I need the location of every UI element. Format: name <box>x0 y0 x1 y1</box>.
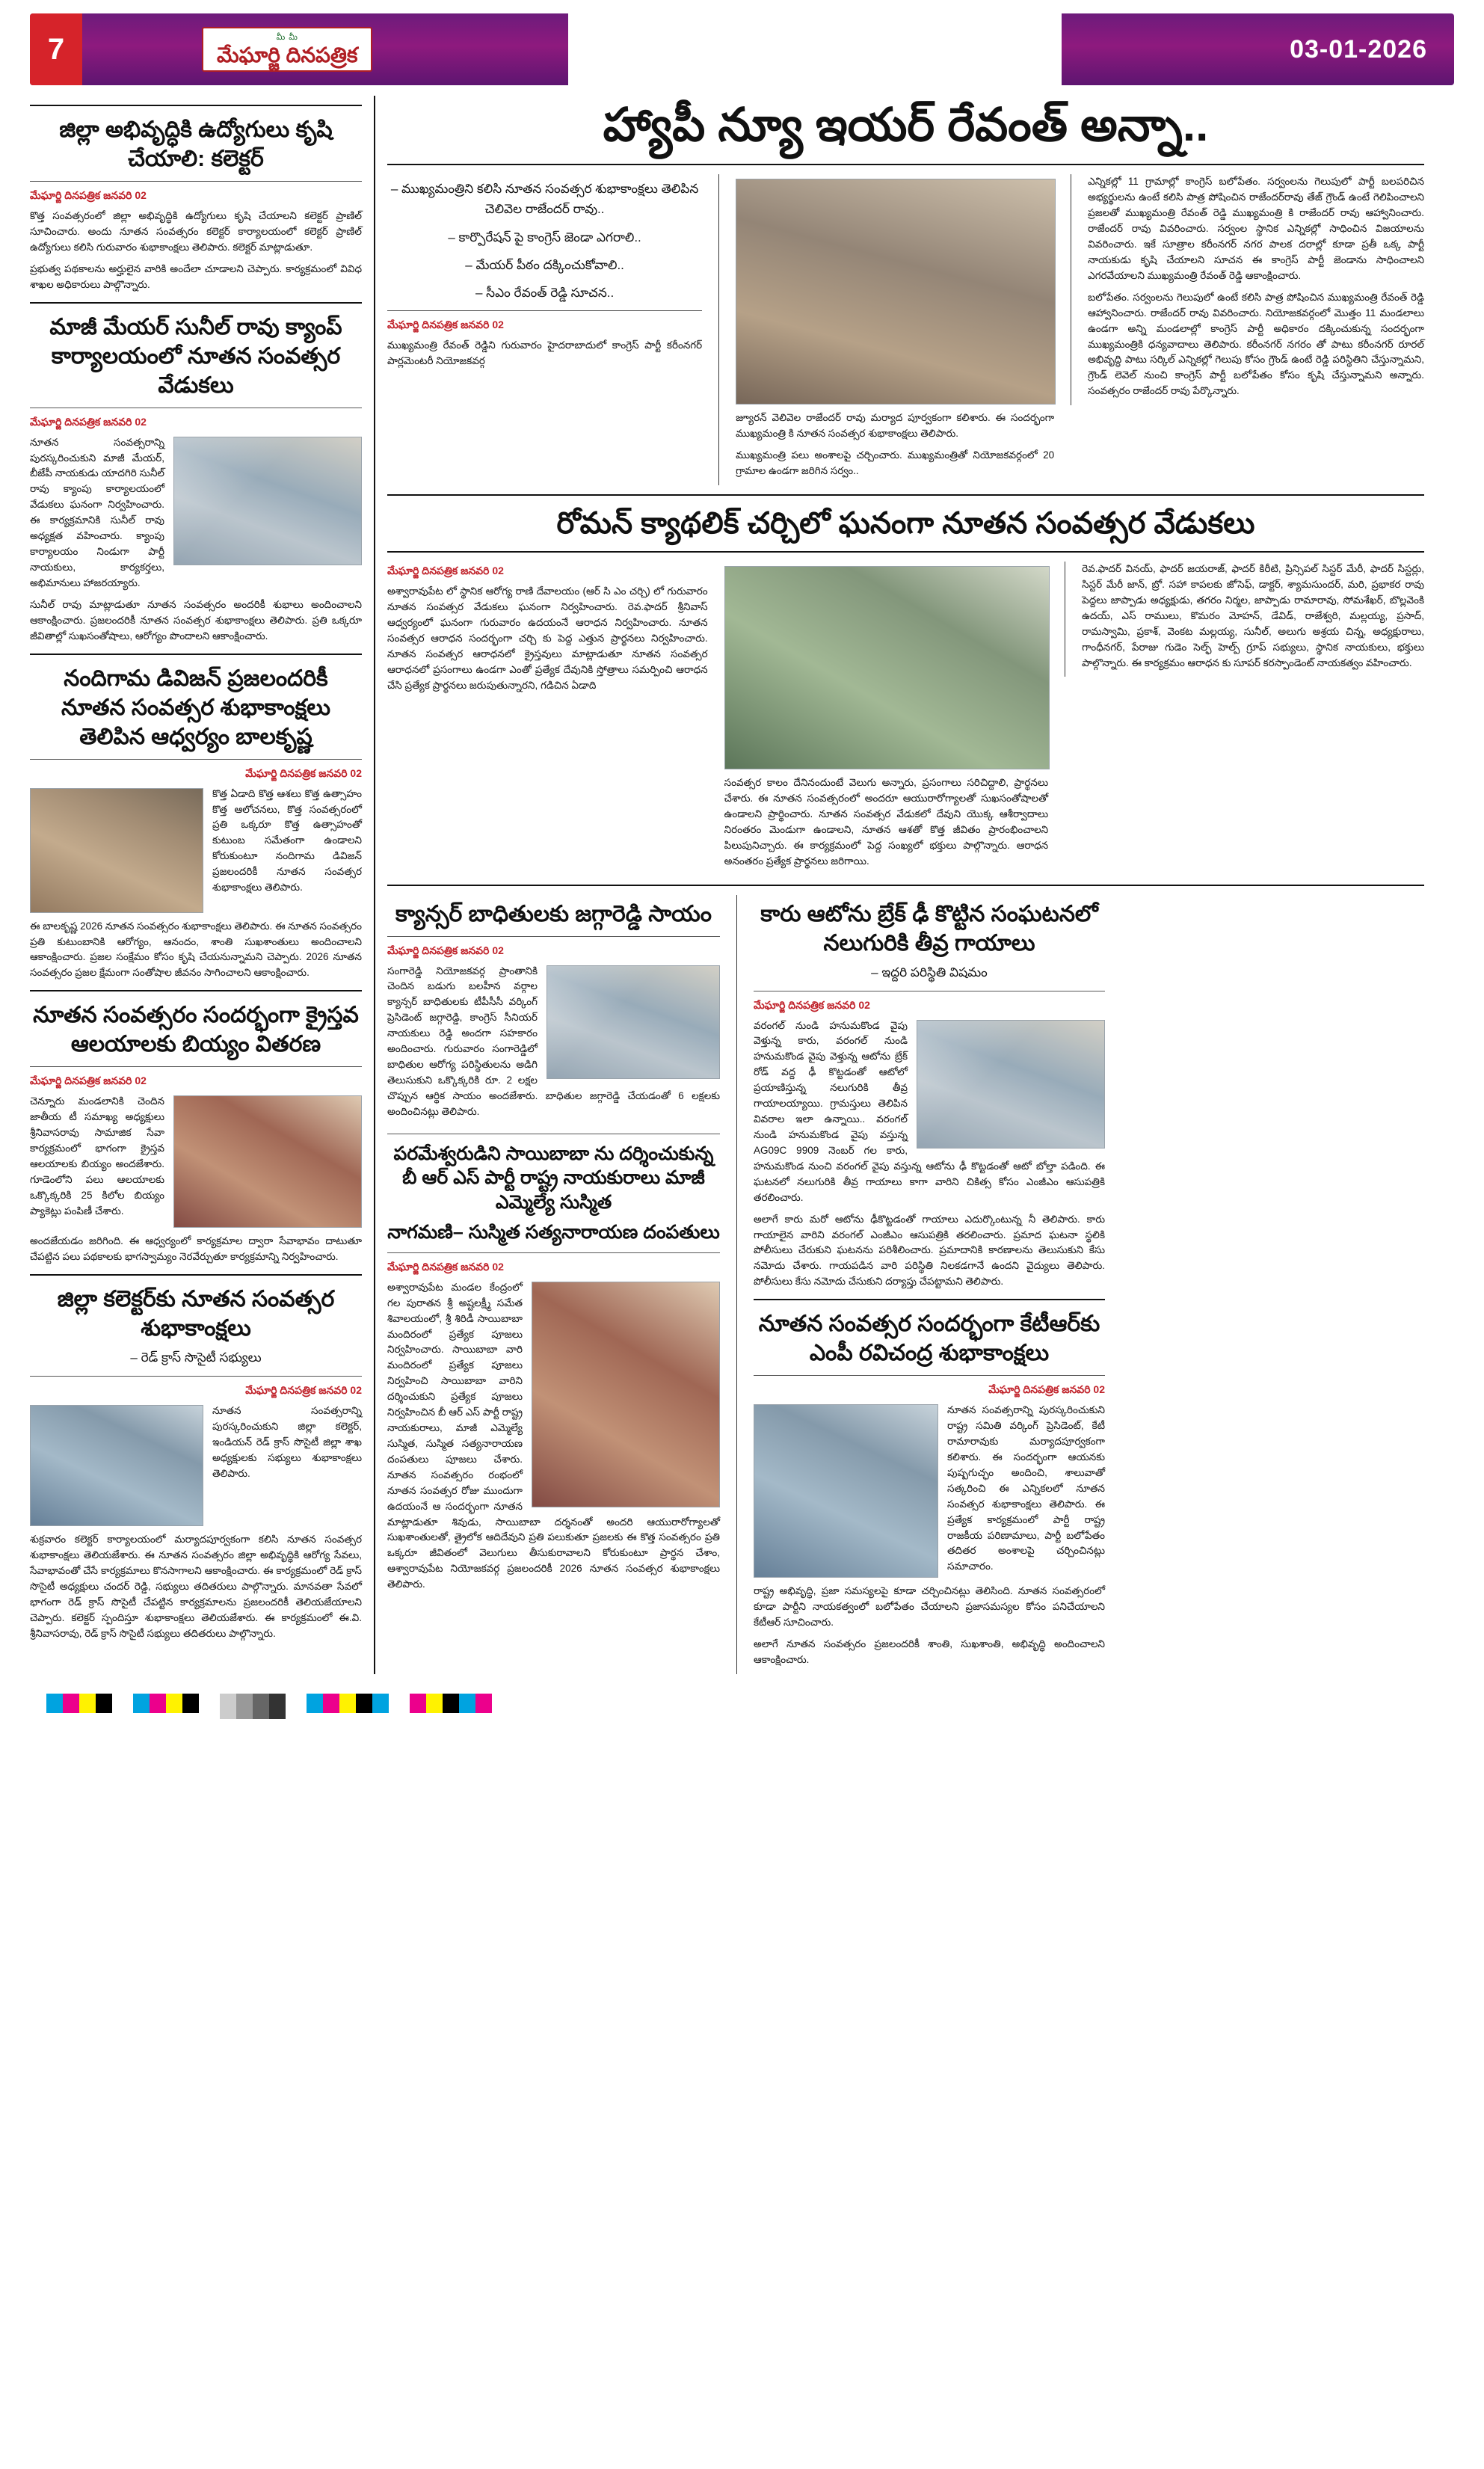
cancer-headline: క్యాన్సర్ బాధితులకు జగ్గారెడ్డి సాయం <box>395 901 712 926</box>
lead-photo-caption: జ్యూరన్ వెలివెల రాజేందర్ రావు మర్యాద పూర్వకంగా కలిశారు. ఈ సందర్భంగా ముఖ్యమంత్రి కి నూతన సంవత్సర శుభాకాంక్షలు తెలిపారు. <box>736 412 1055 440</box>
color-swatch <box>96 1694 112 1713</box>
divider <box>387 310 702 311</box>
color-swatch <box>253 1694 269 1719</box>
bottom-column-2 <box>736 895 1105 1674</box>
lead-bullet-2: – కార్పొరేషన్ పై కాంగ్రెస్ జెండా ఎగరాలి.. <box>448 230 641 245</box>
color-swatch <box>323 1694 339 1713</box>
color-swatch <box>182 1694 199 1713</box>
story-photo-mayor-camp <box>173 437 362 565</box>
color-swatch <box>150 1694 166 1713</box>
sai-subhead: నాగమణి– సుస్మిత సత్యనారాయణ దంపతులు <box>387 1222 720 1243</box>
lead-story-grid <box>387 174 1424 485</box>
divider <box>30 1376 362 1377</box>
story-headline-employees: జిల్లా అభివృద్ధికి ఉద్యోగులు కృషి చేయాలి: కలెక్టర్ <box>59 117 333 171</box>
divider <box>30 302 362 304</box>
color-calibration-bars <box>30 1694 1454 1719</box>
newspaper-logo <box>202 27 372 72</box>
lead-bullet-3: – మేయర్ పీఠం దక్కించుకోవాలి.. <box>465 257 624 272</box>
logo-top-text: మీ మీ <box>276 32 298 42</box>
ktr-paragraph-3: అలాగే నూతన సంవత్సరం ప్రజలందరికీ శాంతి, సుఖశాంతి, అభివృద్ధి అందించాలని ఆకాంక్షించారు. <box>754 1638 1105 1665</box>
lead-headline: హ్యాపీ న్యూ ఇయర్ రేవంత్ అన్నా.. <box>603 99 1209 151</box>
color-swatch <box>79 1694 96 1713</box>
sai-photo-temple-visit <box>532 1282 720 1507</box>
church-paragraph-2: సంవత్సర కాలం దేనినందుంటే వెలుగు అన్నారు, ప్రసంగాలు సరిచిద్దాలి, ప్రార్థనలు చేశారు. ఈ నూతన సంవత్సరంలో అందరూ ఆయురారోగ్యాలతో సుఖసంతోషాలతో ఉండాలని ప్రార్థించారు. నూతన సంవత్సర వేడుకలో దేవుని యొక్క ఆశీర్వాదాలు నిరంతరం మెండుగా ఉండాలని, నూతన ఆశతో కొత్త జీవితం ప్రారంభించాలని పిలుపునిచ్చారు. ఈ కార్యక్రమంలో పెద్ద సంఖ్యలో భక్తులు పాల్గొన్నారు. ఆరాధన అనంతరం ప్రత్యేక ప్రార్థనలు జరిగాయి. <box>724 776 1049 867</box>
colorbar-set-2 <box>133 1694 199 1713</box>
church-paragraph-3: రెవ.ఫాదర్ వినయ్, ఫాదర్ జయరాజ్, ఫాదర్ కిరీటి, ప్రిన్సిపల్ సిస్టర్ మేరీ, ఫాదర్ సిస్టర్లు, సిస్టర్ మేరీ జాన్, బ్రో. సహా కాపలకు జోసెఫ్, డాక్టర్, శ్యామసుందర్, మరి, ప్రభాకర రావు పెద్దలు జాప్పాడు అధ్యక్షుడు, తగరం నిర్మల, జాప్పాడు రామారావు, సోమశేఖర్, బొల్లవెంకి ఉదయ్, ఎస్ రాములు, కొమరం మోహన్, డేవిడ్, రాజేశ్వరి, మల్లయ్య, ప్రసాద్, రామస్వామి, ప్రకాశ్, వెంకట మల్లయ్య, సునీల్, అలుగు అశ్రయ చిన్న, అధ్యక్షురాలు, గాంధీనగర్, పేరాజు గుడెం సెల్ఫ్ హెల్ప్ గ్రూప్ సభ్యులు, స్థానిక నాయకులు, భక్తులు పాల్గొన్నారు. ఈ కార్యక్రమం ఆరాధన కు సూపర్ కరస్పాండెంట్ నాయకత్వం వహించారు. <box>1082 562 1424 668</box>
lead-photo-cm-meeting <box>736 179 1056 405</box>
divider <box>30 181 362 182</box>
ktr-photo-greetings <box>754 1404 938 1578</box>
color-swatch <box>220 1694 236 1719</box>
accident-paragraph-1: వరంగల్ నుండి హనుమకొండ వైపు వెళ్తున్న కారు, వరంగల్ నుండి హనుమకొండ వైపు వెళ్తున్న ఆటోను బ్రేక్ రోడ్ వద్ద ఢీ కొట్టడంతో ఆటోలో ప్రయాణిస్తున్న నలుగురికి తీవ్ర గాయాలయ్యాయి. గ్రామస్తులు తెలిపిన వివరాల ఇలా ఉన్నాయి.. వరంగల్ నుండి హనుమకొండ వైపు వస్తున్న AG09C 9909 నెంబర్ గల కారు, హనుమకొండ నుంచి వరంగల్ వైపు వస్తున్న ఆటోను ఢీ కొట్టడంతో ఆటో బోల్తా పడింది. ఈ ఘటనలో నలుగురికి తీవ్ర గాయాలు కాగా వారిని చికిత్స కోసం ఎంజీఎం ఆసుపత్రికి తరలించారు. <box>754 1019 1105 1203</box>
church-paragraph-1: అశ్వారావుపేట లో స్థానిక ఆరోగ్య రాణి దేవాలయం (ఆర్ సి ఎం చర్చి) లో గురువారం నూతన సంవత్సర వేడుకలు ఘనంగా నిర్వహించారు. రెవ.ఫాదర్ శ్రీనివాస్ ఆధ్వర్యంలో ఘనంగా గురువారం ఉదయంనే ఆరాధన నిర్వహించారు. నూతన సంవత్సర ఆరాధన సందర్భంగా చర్చి కు పెద్ద ఎత్తున ప్రార్థనలు నిర్వహించారు. నూతన సంవత్సర ఆరాధనలో క్రైస్తవులు మాట్లాడుతూ నూతన సంవత్సర ఆరాధనలో ప్రసంగాలు ఉండగా ఎంతో ప్రత్యేక దేవునికి స్తోత్రాలు సమర్పించి ఆరాధన చేసి ప్రత్యేక ప్రార్థనలు జరుపుతున్నారని, గడిచిన ఏడాది <box>387 585 708 691</box>
byline: మేఘార్జి దినపత్రిక జనవరి 02 <box>387 944 504 956</box>
story-paragraph: శుక్రవారం కలెక్టర్ కార్యాలయంలో మర్యాదపూర్వకంగా కలిసి నూతన సంవత్సర శుభాకాంక్షలు తెలియజేశారు. ఈ నూతన సంవత్సరం జిల్లా అభివృద్ధికి ఆరోగ్య సేవలు, సేవాభావంతో చేసే కార్యక్రమాలు కొనసాగాలని ఆకాంక్షించారు. ఈ కార్యక్రమంలో రెడ్ క్రాస్ సొసైటీ అధ్యక్షులు చందర్ రెడ్డి, సభ్యులు తదితరులు పాల్గొన్నారు. మానవతా సేవలో భాగంగా రెడ్ క్రాస్ సొసైటీ చేపట్టిన కార్యక్రమాలను ప్రజలందరికీ తెలియజేయాలని చెప్పారు. కలెక్టర్ స్పందిస్తూ శుభాకాంక్షలు తెలియజేశారు. ఈ కార్యక్రమంలో ఈ.వి. శ్రీనివాసరావు, రెడ్ క్రాస్ సొసైటీ సభ్యులు తదితరులు పాల్గొన్నారు. <box>30 1534 362 1639</box>
church-photo-congregation <box>724 566 1050 769</box>
page-number: 7 <box>30 13 82 85</box>
lead-paragraph-3: ఎన్నికల్లో 11 గ్రామాల్లో కాంగ్రెస్ బలోపేతం. సర్వంలను గెలుపులో పార్టీ బలపరిచిన అభ్యర్థులను ఉంటే కలిసి పాత్ర పోషించిన రాజేందర్‌రావు తేజ్ గ్రౌండ్ ఉంటే గెలిపించాలని ప్రజలతో ముఖ్యమంత్రి రేవంత్ రెడ్డి ముఖ్యమంత్రి కి రాజేందర్ రావు ఆహ్వానించారు. రాజేందర్ రావు వివరించారు. సర్వంల స్థానిక ఎన్నికల్లో సాధించిన విజయాలను వివరించారు. ఇకే సూత్రాల కరీంనగర్ నగర పాలక దరాల్లో కూడా ప్రతీ ఒక్క పార్టీ నాయకుడు కృషి చేయాలని సూచన ఈ కాంగ్రెస్ పార్టీ జెండాను సాధించాలని ఎగరవేయాలని ముఖ్యమంత్రి రేవంత్ రెడ్డి ఆకాంక్షించారు. <box>1088 176 1424 281</box>
divider <box>30 1274 362 1276</box>
story-subhead: – రెడ్ క్రాస్ సొసైటీ సభ్యులు <box>130 1350 262 1365</box>
byline: మేఘార్జి దినపత్రిక జనవరి 02 <box>387 1260 504 1273</box>
church-story-grid <box>387 562 1424 876</box>
colorbar-set-1 <box>30 1694 112 1713</box>
lead-paragraph-2: ముఖ్యమంత్రి పలు అంశాలపై చర్చించారు. ముఖ్యమంత్రితో నియోజకవర్గంలో 20 గ్రామాల ఉండగా జరిగిన సర్వం.. <box>736 449 1055 477</box>
church-headline: రోమన్ క్యాథలిక్ చర్చిలో ఘనంగా నూతన సంవత్సర వేడుకలు <box>556 506 1255 540</box>
byline: మేఘార్జి దినపత్రిక జనవరి 02 <box>387 319 504 331</box>
color-swatch <box>166 1694 182 1713</box>
ktr-headline: నూతన సంవత్సర సందర్భంగా కేటీఆర్‌కు ఎంపీ రవిచంద్ర శుభాకాంక్షలు <box>758 1312 1100 1366</box>
sai-paragraph: అశ్వారావుపేట మండల కేంద్రంలో గల పురాతన శ్రీ అష్టలక్ష్మీ సమేత శివాలయంలో, శ్రీ శిరిడీ సాయిబాబా మందిరంలో ప్రత్యేక పూజలు నిర్వహించారు. సాయిబాబా వారి మందిరంలో ప్రత్యేక పూజలు నిర్వహించి సాయిబాబా వారిని దర్శించుకుని ప్రత్యేక పూజలు నిర్వహించిన బీ ఆర్ ఎస్ పార్టీ రాష్ట్ర నాయకురాలు, మాజీ ఎమ్మెల్యే సుస్మిత, సుస్మిత సత్యనారాయణ దంపతులు పూజలు చేశారు. నూతన సంవత్సరం రంభంలో నూతన సంవత్సర రోజు ముందుగా ఉదయంనే ఆ సందర్భంగా నూతన మాట్లాడుతూ శివుడు, సాయిబాబా దర్శనంతో అందరి ఆయురారోగ్యాలతో సుఖశాంతులతో, త్రైలోక ఆదిదేవుని ప్రతి పలుకుతూ ప్రజలకు ఈ కొత్త సంవత్సరం ప్రతి ఒక్కరూ జీవితంలో వెలుగులు తీసుకురావాలని కోరుకుంటూ ప్రార్థన చేశాం, ఆశ్వారావుపేట నియోజకవర్గ ప్రజలందరికీ 2026 నూతన సంవత్సర శుభాకాంక్షలు తెలిపారు. <box>387 1281 720 1590</box>
story-paragraph: ప్రభుత్వ పథకాలను అర్హులైన వారికి అందేలా చూడాలని చెప్పారు. కార్యక్రమంలో వివిధ శాఖల అధికారులు పాల్గొన్నారు. <box>30 262 362 290</box>
color-swatch <box>63 1694 79 1713</box>
lead-photo-wrap <box>736 179 1054 405</box>
story-headline-collector-greetings: జిల్లా కలెక్టర్‌కు నూతన సంవత్సర శుభాకాంక్షలు <box>57 1287 335 1341</box>
story-paragraph: అందజేయడం జరిగింది. ఈ ఆధ్వర్యంలో కార్యక్రమాల ద్వారా సేవాభావం దాటుతూ చేపట్టిన పలు పథకాలకు భాగస్వామ్యం నెరవేర్చుతూ కార్యక్రమాన్ని నిర్వహించారు. <box>30 1235 362 1263</box>
divider <box>30 759 362 760</box>
bottom-grid <box>387 895 1424 1674</box>
church-photo-wrap <box>724 566 1049 769</box>
byline: మేఘార్జి దినపత్రిక జనవరి 02 <box>30 415 147 428</box>
story-headline-rice-distribution: నూతన సంవత్సరం సందర్భంగా క్రైస్తవ ఆలయాలకు బియ్యం వితరణ <box>33 1003 359 1057</box>
color-swatch <box>356 1694 372 1713</box>
accident-headline: కారు ఆటోను బ్రేక్ ఢీ కొట్టిన సంఘటనలో నలుగురికి తీవ్ర గాయాలు <box>760 901 1098 956</box>
divider <box>387 885 1424 886</box>
issue-date: 03-01-2026 <box>1290 34 1427 64</box>
byline: మేఘార్జి దినపత్రిక జనవరి 02 <box>387 564 504 576</box>
cancer-photo-cheque-handover <box>547 965 720 1079</box>
church-text-column-3 <box>1065 562 1424 677</box>
ktr-paragraph-1: నూతన సంవత్సరాన్ని పురస్కరించుకుని రాష్ట్ర సమితి వర్కింగ్ ప్రెసిడెంట్, కేటీ రామారావుకు మర్యాదపూర్వకంగా కలిశారు. ఈ సందర్భంగా ఆయనకు పుష్పగుచ్ఛం అందించి, శాలువాతో సత్కరించి ఈ ఎన్నికలలో నూతన సంవత్సర శుభాకాంక్షలు తెలిపారు. ఈ ప్రత్యేక కార్యక్రమంలో పార్టీ రాష్ట్ర రాజకీయ పరిణామాలు, పార్టీ బలోపేతం తదితర అంశాలపై చర్చించినట్లు సమాచారం. <box>947 1404 1105 1572</box>
divider <box>387 936 720 937</box>
lead-photo-column <box>718 174 1054 485</box>
story-headline-mayor-camp: మాజీ మేయర్ సునీల్ రావు క్యాంప్ కార్యాలయంలో నూతన సంవత్సర వేడుకలు <box>49 314 342 398</box>
byline: మేఘార్జి దినపత్రిక జనవరి 02 <box>30 189 147 201</box>
story-paragraph: సునీల్ రావు మాట్లాడుతూ నూతన సంవత్సరం అందరికీ శుభాలు అందించాలని ఆకాంక్షించారు. ప్రజలందరికీ నూతన సంవత్సర శుభాకాంక్షలు తెలిపారు. ప్రతి ఒక్కరూ జీవితాల్లో సుఖసంతోషాలు, ఆరోగ్యం పొందాలని ఆకాంక్షించారు. <box>30 598 362 642</box>
newspaper-page <box>0 13 1484 2469</box>
color-swatch <box>410 1694 426 1713</box>
color-swatch <box>269 1694 286 1719</box>
accident-photo-scene <box>917 1020 1105 1149</box>
divider <box>30 654 362 655</box>
color-swatch <box>30 1694 46 1713</box>
ktr-paragraph-2: రాష్ట్ర అభివృద్ధి, ప్రజా సమస్యలపై కూడా చర్చించినట్లు తెలిసింది. నూతన సంవత్సరంలో కూడా పార్టీని నాయకత్వంలో బలోపేతం చేయాలని ప్రజాసమస్యల కోసం పనిచేయాలని కేటీఆర్ సూచించారు. <box>754 1585 1105 1629</box>
masthead-white-panel <box>568 13 1062 85</box>
byline: మేఘార్జి దినపత్రిక జనవరి 02 <box>30 1074 147 1087</box>
logo-main-text: మేఘార్జి దినపత్రిక <box>217 43 358 67</box>
story-headline-nandigama: నందిగామ డివిజన్ ప్రజలందరికీ నూతన సంవత్సర శుభాకాంక్షలు తెలిపిన ఆధ్వర్యం బాలకృష్ణ <box>61 665 330 749</box>
story-paragraph: కొత్త ఏడాది కొత్త ఆశలు కొత్త ఉత్సాహం కొత్త ఆలోచనలు, కొత్త సంవత్సరంలో ప్రతి ఒక్కరూ కొత్త ఉత్సాహంతో కుటుంబ సమేతంగా ఉండాలని కోరుకుంటూ నందిగామ డివిజన్ ప్రజలందరికీ నూతన సంవత్సర శుభాకాంక్షలు తెలిపారు. <box>212 787 362 894</box>
lead-bullet-4: – సీఎం రేవంత్ రెడ్డి సూచన.. <box>475 286 615 301</box>
color-swatch <box>372 1694 389 1713</box>
story-paragraph: కొత్త సంవత్సరంలో జిల్లా అభివృద్ధికి ఉద్యోగులు కృషి చేయాలని కలెక్టర్ ప్రాణిల్ సూచించారు. అందు నూతన సంవత్సరం కలెక్టర్ కార్యాలయంలో కలెక్టర్ ప్రాణిల్ ఉద్యోగులు కలిసి గురువారం శుభాకాంక్షలు తెలిపారు. కలెక్టర్ మాట్లాడుతూ. <box>30 210 362 253</box>
divider <box>30 1066 362 1067</box>
right-section <box>374 96 1424 1674</box>
color-swatch <box>339 1694 356 1713</box>
story-photo-collector-greetings <box>30 1405 203 1526</box>
story-paragraph: చెన్నూరు మండలానికి చెందిన జాతీయ టీ సమాఖ్య అధ్యక్షులు శ్రీనివాసరావు సామాజిక సేవా కార్యక్రమంలో భాగంగా క్రైస్తవ ఆలయాలకు బియ్యం అందజేశారు. గూడెంలోని పలు ఆలయాలకు ఒక్కొక్కరికి 25 కిలోల బియ్యం ప్యాకెట్లు పంపిణీ చేశారు. <box>30 1095 164 1217</box>
color-swatch <box>443 1694 459 1713</box>
color-swatch <box>133 1694 150 1713</box>
byline: మేఘార్జి దినపత్రిక జనవరి 02 <box>245 766 362 779</box>
divider <box>30 990 362 991</box>
colorbar-set-5 <box>410 1694 492 1713</box>
byline: మేఘార్జి దినపత్రిక జనవరి 02 <box>754 998 870 1011</box>
lead-bullet-1: – ముఖ్యమంత్రిని కలిసి నూతన సంవత్సర శుభాకాంక్షలు తెలిపిన చెలివెల రాజేందర్ రావు.. <box>390 182 699 217</box>
accident-subhead: – ఇద్దరి పరిస్థితి విషమం <box>871 965 988 980</box>
sai-headline: పరమేశ్వరుడిని సాయిబాబా ను దర్శించుకున్న బీ ఆర్ ఎస్ పార్టీ రాష్ట్ర నాయకురాలు మాజీ ఎమ్మెల్యే సుస్మిత <box>393 1143 714 1213</box>
colorbar-set-4 <box>307 1694 389 1713</box>
color-swatch <box>475 1694 492 1713</box>
color-swatch <box>459 1694 475 1713</box>
divider <box>754 1299 1105 1300</box>
divider <box>754 1375 1105 1376</box>
divider <box>387 494 1424 496</box>
church-text-column-1 <box>387 562 708 699</box>
color-swatch <box>46 1694 63 1713</box>
church-photo-column <box>724 562 1049 876</box>
divider <box>30 105 362 106</box>
byline: మేఘార్జి దినపత్రిక జనవరి 02 <box>245 1384 362 1397</box>
story-paragraph: నూతన సంవత్సరాన్ని పురస్కరించుకుని జిల్లా కలెక్టర్, ఇండియన్ రెడ్ క్రాస్ సొసైటీ జిల్లా శాఖ అధ్యక్షులకు సభ్యులు శుభాకాంక్షలు తెలిపారు. <box>212 1405 362 1479</box>
color-swatch <box>307 1694 323 1713</box>
bottom-column-1 <box>387 895 720 1599</box>
lead-bullets-column <box>387 174 702 375</box>
byline: మేఘార్జి దినపత్రిక జనవరి 02 <box>988 1383 1105 1396</box>
story-paragraph: నూతన సంవత్సరాన్ని పురస్కరించుకుని మాజీ మేయర్, బీజేపీ నాయకుడు యాదగిరి సునీల్ రావు క్యాంపు కార్యాలయంలో వేడుకలు ఘనంగా నిర్వహించారు. ఈ కార్యక్రమానికి సునీల్ రావు అధ్యక్షత వహించారు. క్యాంపు కార్యాలయం నిండుగా పార్టీ నాయకులు, కార్యకర్తలు, అభిమానులు హాజరయ్యారు. <box>30 436 164 588</box>
story-paragraph: ఈ బాలకృష్ణ 2026 నూతన సంవత్సరం శుభాకాంక్షలు తెలిపారు. ఈ నూతన సంవత్సరం ప్రతి కుటుంబానికి ఆరోగ్యం, ఆనందం, శాంతి సుఖశాంతులు అందించాలని ఆకాంక్షించారు. ప్రజల సంక్షేమం కోసం కృషి చేయనున్నామని చెప్పారు. 2026 నూతన సంవత్సరం ప్రజల క్షేమంగా సంతోషాల జీవనం సాగించాలని ఆకాంక్షించారు. <box>30 920 362 979</box>
lead-paragraph-1: ముఖ్యమంత్రి రేవంత్ రెడ్డిని గురువారం హైదరాబాదులో కాంగ్రెస్ పార్టీ కరీంనగర్ పార్లమెంటరీ నియోజకవర్గ <box>387 339 703 367</box>
divider <box>387 551 1424 553</box>
lead-paragraph-4: బలోపేతం. సర్వంలను గెలుపులో ఉంటే కలిసి పాత్ర పోషించిన ముఖ్యమంత్రి రేవంత్ రెడ్డి ఆహ్వానించారు. రాజేందర్ రావు వివరించారు. నియోజకవర్గంలో మొత్తం 11 మండలాలు ఉండగా అన్ని మండలాల్లో కాంగ్రెస్ పార్టీ అధికారం దక్కించుకున్న సందర్భంగా ముఖ్యమంత్రికి ధన్యవాదాలు తెలిపారు. కరీంనగర్ నగరం తో పాటు కరీంనగర్ రూరల్ అభివృద్ధి పాటు సర్కిల్ ఎన్నికల్లో గెలుపు కోసం గ్రౌండ్ ఉంటే రెడ్డి పరిస్థితిని చేస్తున్నామని, గ్రౌండ్ లెవెల్ నుంచి కాంగ్రెస్ పార్టీ బలోపేతం కోసం కృషి చేస్తున్నామని అన్నారు. సంవత్సరం రాజేందర్ రావు పేర్కొన్నారు. <box>1088 291 1424 397</box>
page-content <box>30 96 1454 1674</box>
color-swatch <box>426 1694 443 1713</box>
divider <box>387 1252 720 1253</box>
divider <box>387 164 1424 165</box>
left-column <box>30 96 374 1648</box>
accident-paragraph-2: అలాగే కారు మరో ఆటోను ఢీకొట్టడంతో గాయాలు ఎదుర్కొంటున్న నీ తెలిపారు. కారు గాయాలైన వారిని వరంగల్ ఎంజీఎం ఆసుపత్రికి తరలించారు. ప్రమాద ఘటనా స్థలికి పోలీసులు చేరుకుని ఘటనను పరిశీలించారు. ప్రమాదానికి కారణాలను తెలుసుకుని కేసు నమోదు చేశారు. గాయపడిన వారి పరిస్థితి నిలకడగానే ఉందని వైద్యులు తెలిపారు. పోలీసులు కేసు నమోదు చేసుకుని దర్యాప్తు చేపట్టామని తెలిపారు. <box>754 1213 1105 1288</box>
story-photo-rice-distribution <box>173 1095 362 1228</box>
masthead <box>30 13 1454 85</box>
colorbar-set-3 <box>220 1694 286 1719</box>
color-swatch <box>236 1694 253 1719</box>
cancer-paragraph: సంగారెడ్డి నియోజకవర్గ ప్రాంతానికి చెందిన బడుగు బలహీన వర్గాల క్యాన్సర్ బాధితులకు టీపీసీసీ వర్కింగ్ ప్రెసిడెంట్ జగ్గారెడ్డి, కాంగ్రెస్ సీనియర్ నాయకులు రెడ్డి అందగా సహకారం అందించారు. గురువారం సంగారెడ్డిలో బాధితుల ఆరోగ్య పరిస్థితులను అడిగి తెలుసుకుని ఒక్కొక్కరికి రూ. 2 లక్షల చొప్పున ఆర్థిక సాయం అందజేశారు. బాధితుల జగ్గారెడ్డి చేయడంతో 6 లక్షలకు అందించినట్లు తెలిపారు. <box>387 965 720 1117</box>
lead-text-column <box>1071 174 1424 405</box>
story-photo-nandigama <box>30 788 203 913</box>
